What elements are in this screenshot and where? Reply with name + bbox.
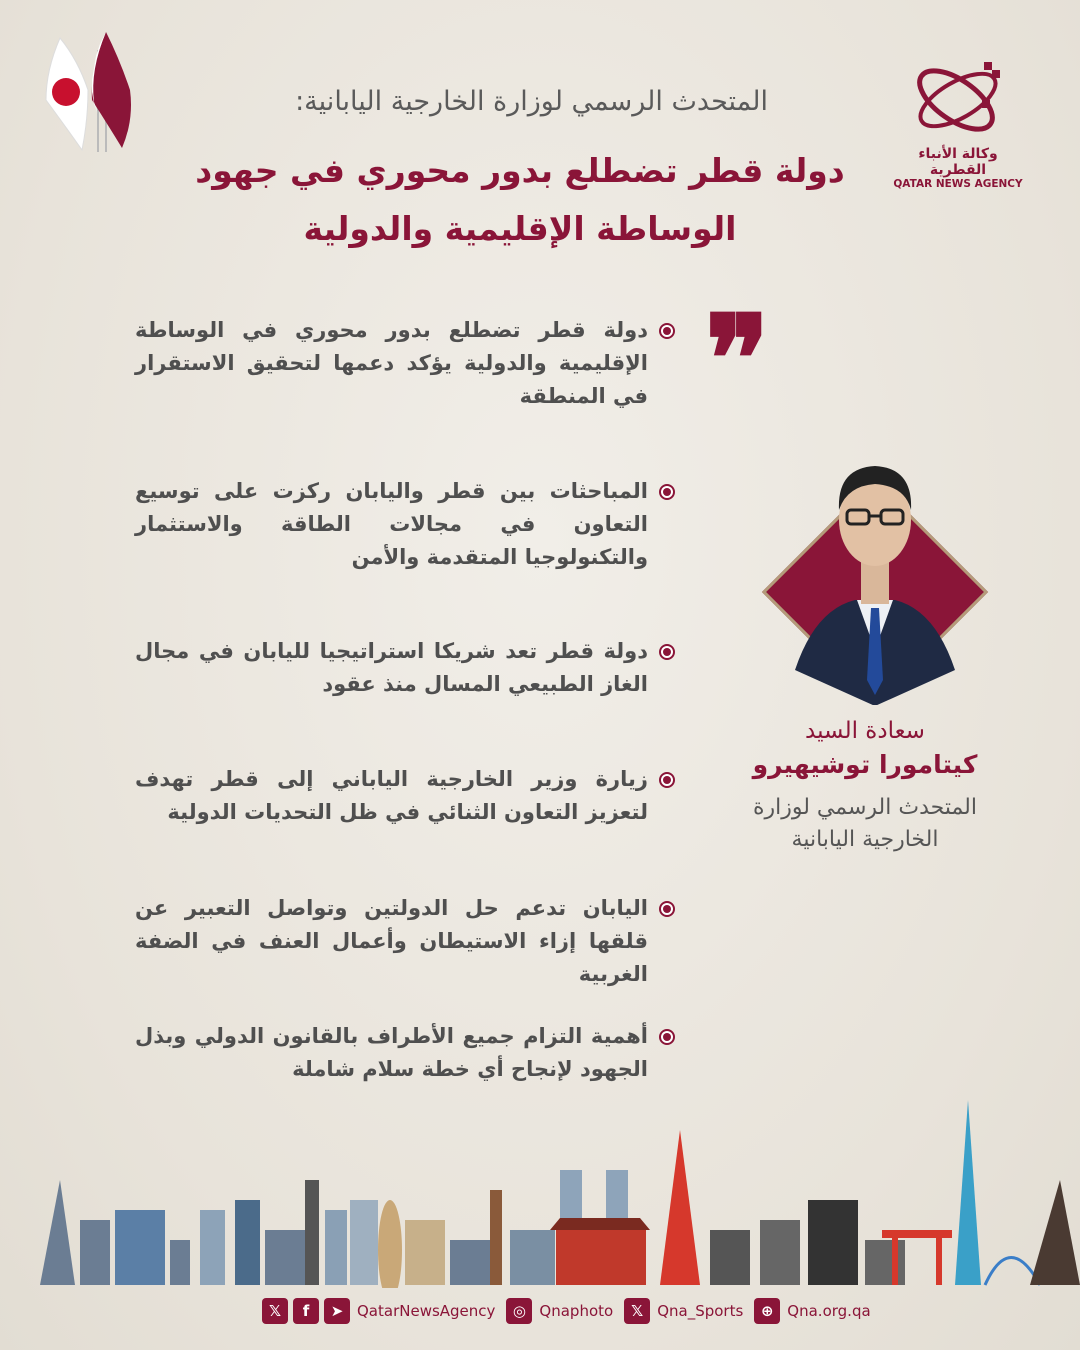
bullet-text: دولة قطر تضطلع بدور محوري في الوساطة الإقليمية والدولية يؤكد دعمها لتحقيق الاستقرار في المنطقة [135, 318, 648, 408]
qna-logo-emblem-icon [908, 52, 1008, 142]
x-twitter-icon[interactable]: 𝕏 [262, 1298, 288, 1324]
flags-japan-qatar [38, 30, 138, 158]
x-twitter-icon[interactable]: 𝕏 [624, 1298, 650, 1324]
bullet-dot-icon [659, 484, 675, 500]
globe-icon[interactable]: ⊕ [754, 1298, 780, 1324]
speaker-role: المتحدث الرسمي لوزارة الخارجية اليابانية [752, 795, 978, 852]
instagram-icon[interactable]: ◎ [506, 1298, 532, 1324]
handle-main-link[interactable]: QatarNewsAgency [357, 1302, 496, 1320]
bullet-dot-icon [659, 644, 675, 660]
speaker-portrait [795, 450, 955, 705]
bullet-text: المباحثات بين قطر واليابان ركزت على توسيع التعاون في مجالات الطاقة والاستثمار والتكنولوجيا المتقدمة والأمن [135, 479, 648, 569]
page-title: دولة قطر تضطلع بدور محوري في جهود الوساطة الإقليمية والدولية [195, 151, 845, 248]
logo-arabic-text: وكالة الأنباء القطرية [918, 146, 998, 178]
social-footer [262, 1298, 877, 1324]
subtitle: المتحدث الرسمي لوزارة الخارجية اليابانية: [295, 86, 768, 117]
bullet-dot-icon [659, 1029, 675, 1045]
bullet-item [135, 892, 675, 991]
logo-english-text: QATAR NEWS AGENCY [893, 178, 1023, 190]
bullet-item [135, 314, 675, 413]
doha-tokyo-skyline-illustration [0, 1090, 1080, 1288]
bullet-dot-icon [659, 323, 675, 339]
quote-mark-icon: ❞ [705, 289, 770, 430]
bullet-dot-icon [659, 901, 675, 917]
bullet-item [135, 475, 675, 574]
bullet-text: أهمية التزام جميع الأطراف بالقانون الدولي وبذل الجهود لإنجاح أي خطة سلام شاملة [135, 1024, 648, 1081]
speaker-honorific: سعادة السيد [805, 718, 925, 744]
handle-sports-link[interactable]: Qna_Sports [657, 1302, 744, 1320]
website-link[interactable]: Qna.org.qa [787, 1302, 871, 1320]
telegram-icon[interactable]: ➤ [324, 1298, 350, 1324]
facebook-icon[interactable]: f [293, 1298, 319, 1324]
bullet-text: اليابان تدعم حل الدولتين وتواصل التعبير عن قلقها إزاء الاستيطان وأعمال العنف في الضفة الغربية [135, 896, 648, 986]
bullet-item [135, 635, 675, 701]
japan-flag-icon [46, 38, 98, 152]
speaker-name: كيتامورا توشيهيرو [752, 750, 978, 779]
qna-logo [888, 52, 1028, 190]
bullet-dot-icon [659, 772, 675, 788]
handle-photo-link[interactable]: Qnaphoto [539, 1302, 614, 1320]
bullet-text: زيارة وزير الخارجية الياباني إلى قطر تهدف لتعزيز التعاون الثنائي في ظل التحديات الدولية [135, 767, 648, 824]
bullet-text: دولة قطر تعد شريكا استراتيجيا لليابان في مجال الغاز الطبيعي المسال منذ عقود [135, 639, 648, 696]
bullet-item [135, 763, 675, 829]
bullet-item [135, 1020, 675, 1086]
